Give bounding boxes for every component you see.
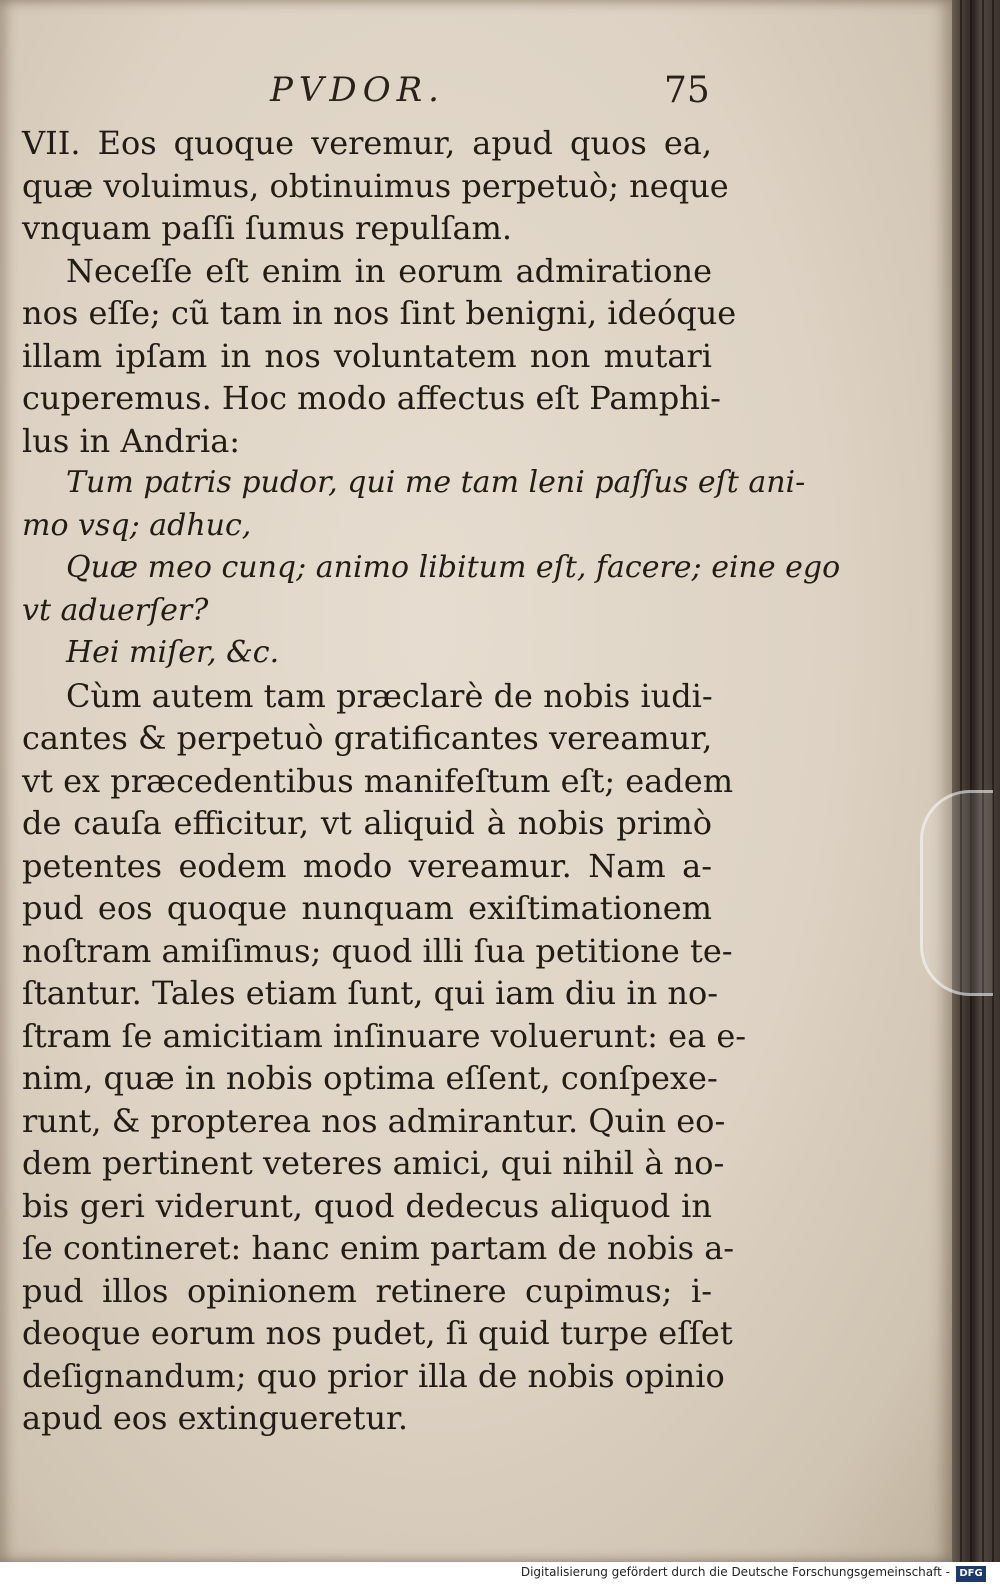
text-line: deoque eorum nos pudet, ſi quid turpe eſſet [22, 1314, 733, 1352]
text-line: nos eſſe; cũ tam in nos ſint benigni, ideóque [22, 294, 737, 332]
text-line: vt ex præcedentibus manifeſtum eſt; eadem [22, 761, 734, 800]
text-line: noſtram amiſimus; quod illi ſua petitione te- [22, 931, 733, 970]
text-line: VII. Eos quoque veremur, apud quos ea, [22, 124, 712, 162]
verse-line: Tum patris pudor, qui me tam leni paſſus eſt ani- [66, 465, 806, 500]
text-line: cantes & perpetuò gratificantes vereamur, [22, 719, 713, 757]
text-line: de cauſa efficitur, vt aliquid à nobis primò [22, 804, 712, 842]
text-line: petentes eodem modo vereamur. Nam a- [22, 846, 712, 885]
text-line: vnquam paſſi ſumus repulſam. [22, 209, 513, 247]
text-line: nim, quæ in nobis optima eſſent, conſpexe- [22, 1059, 718, 1097]
text-line: ſtantur. Tales etiam ſunt, qui iam diu in no- [22, 974, 719, 1012]
text-line: deſignandum; quo prior illa de nobis opinio [22, 1356, 725, 1395]
page-edge-line [970, 0, 972, 1562]
text-line: lus in Andria: [22, 421, 241, 460]
page-edge-line [960, 0, 962, 1562]
text-line: apud eos extingueretur. [22, 1399, 408, 1437]
text-line: ſe contineret: hanc enim partam de nobis a- [22, 1229, 735, 1267]
paper-clip-holder [920, 790, 993, 996]
text-line: ſtram ſe amicitiam inſinuare voluerunt: ea e- [22, 1016, 747, 1055]
text-line: illam ipſam in nos voluntatem non mutari [22, 336, 712, 375]
page-number: 75 [664, 70, 710, 111]
footer-bar [0, 1562, 1000, 1586]
verse-line: mo vsq; adhuc, [22, 507, 252, 543]
page-edge-line [992, 0, 994, 1562]
text-line: Neceſſe eſt enim in eorum admiratione [66, 251, 712, 290]
text-line: quæ voluimus, obtinuimus perpetuò; neque [22, 166, 729, 205]
running-head: PVDOR. [270, 70, 445, 110]
book-page-edges [952, 0, 1000, 1562]
footer-credit: Digitalisierung gefördert durch die Deutsche Forschungsgemeinschaft - [520, 1565, 950, 1579]
page-edge-line [982, 0, 984, 1562]
text-line: bis geri viderunt, quod dedecus aliquod in [22, 1186, 712, 1225]
text-line: runt, & propterea nos admirantur. Quin eo- [22, 1101, 726, 1140]
text-line: pud illos opinionem retinere cupimus; i- [22, 1271, 712, 1310]
verse-line: Hei miſer, &c. [66, 635, 280, 670]
text-line: pud eos quoque nunquam exiſtimationem [22, 889, 712, 927]
verse-line: vt aduerſer? [22, 592, 209, 628]
text-line: dem pertinent veteres amici, qui nihil à no- [22, 1144, 725, 1182]
dfg-logo: DFG [956, 1566, 986, 1582]
text-line: cuperemus. Hoc modo affectus eſt Pamphi- [22, 379, 721, 417]
body-text [22, 122, 841, 1440]
verse-line: Quæ meo cunq; animo libitum eſt, facere; eine ego [66, 550, 841, 585]
text-line: Cùm autem tam præclarè de nobis iudi- [66, 676, 713, 715]
